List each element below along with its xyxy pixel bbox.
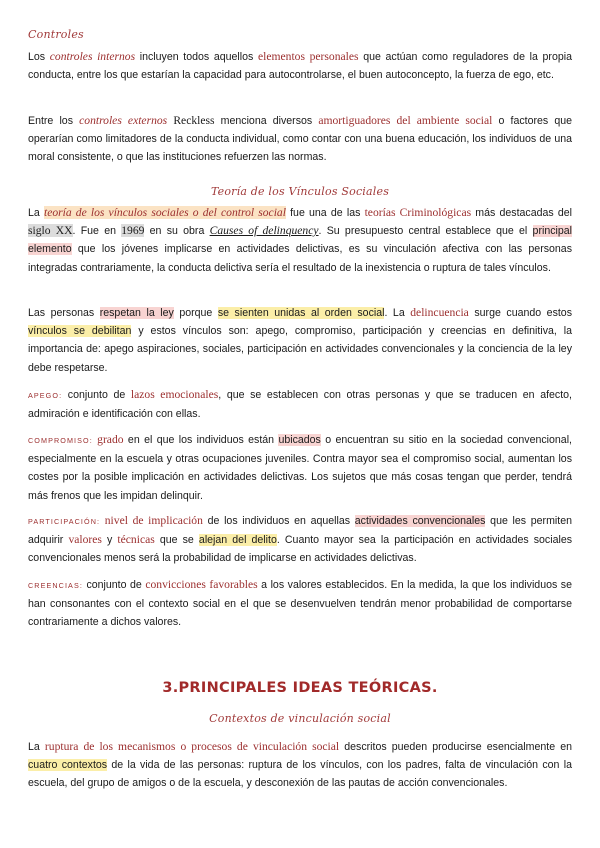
heading-contextos: Contextos de vinculación social — [209, 712, 391, 725]
text: . Fue en — [72, 225, 122, 238]
term-teoria-vinculos: teoría de los vínculos sociales o del control social — [43, 206, 286, 219]
term-siglo-xx: siglo XX — [28, 224, 73, 238]
text: surge cuando estos — [468, 307, 572, 319]
term-valores: valores — [68, 533, 102, 547]
text: que se — [154, 534, 199, 547]
text: . Cuanto mayor sea la participación en actividades sociales convencionales menos será la probabilidad de implicarse en actividades delictivas. — [28, 534, 573, 565]
term-controles-externos: controles externos — [79, 114, 168, 127]
highlight-respetan-ley: respetan la ley — [99, 307, 174, 319]
term-convicciones: convicciones favorables — [145, 578, 258, 591]
label-compromiso: COMPROMISO: — [28, 436, 93, 445]
paragraph-controles-internos — [28, 48, 572, 84]
text: fue una de las — [285, 207, 365, 219]
paragraph-controles-externos — [28, 112, 572, 167]
text: , que se establecen con otras personas y que se traducen en afecto, admiración e identificación con ellas. — [28, 389, 572, 421]
text: y estos vínculos son: apego, compromiso, participación y creencias en definitiva, la importancia de: apego aspiraciones, sociales, participación en actividades convencionales y la conciencia de la ley debe respetarse. — [28, 325, 572, 374]
text: Los — [28, 51, 50, 63]
text: menciona diversos — [214, 115, 319, 127]
text: a los valores establecidos. En la medida, la que los individuos se han consonantes con el contexto social en el que se desenvuelven tendrán menor probabilidad de comportarse contrariamente a dichos valores. — [28, 579, 572, 629]
text: más destacadas del — [471, 207, 572, 219]
text: . Su presupuesto central establece que el — [318, 225, 533, 238]
section-title-principales: 3.PRINCIPALES IDEAS TEÓRICAS. — [162, 680, 438, 696]
text: que actúan como reguladores de la propia conducta, entre los que estarían la capacidad para autocontrolarse, el buen autoconcepto, la fuerza de ego, etc. — [28, 51, 572, 82]
text: La — [28, 741, 45, 753]
text: . La — [384, 307, 411, 319]
highlight-principal-elemento: principal elemento — [28, 225, 572, 256]
label-creencias: CREENCIAS: — [28, 581, 83, 590]
text: de los individuos en aquellas — [202, 515, 355, 527]
paragraph-creencias — [28, 576, 572, 632]
highlight-ubicados: ubicados — [278, 434, 321, 446]
highlight-vinculos-debilitan: vínculos se debilitan — [28, 325, 132, 338]
text: que les permiten adquirir — [28, 515, 572, 547]
highlight-actividades-convencionales: actividades convencionales — [354, 515, 486, 527]
label-participacion: PARTICIPACIÓN: — [28, 517, 101, 526]
text: de la vida de las personas: ruptura de los vínculos, con los padres, falta de vinculación con la escuela, del grupo de amigos o de la escuela, y desconexión de las pautas de acción convencionales. — [28, 759, 572, 790]
highlight-alejan-delito: alejan del delito — [198, 534, 277, 547]
term-grado: grado — [92, 433, 124, 446]
text: incluyen todos aquellos — [135, 51, 258, 63]
term-delincuencia: delincuencia — [410, 306, 469, 319]
text: o factores que operarían como limitadores de la conducta individual, como contar con una buena educación, los individuos de una moral consistente, o que las instituciones refuerzen las normas. — [28, 115, 572, 164]
term-teorias-criminologicas: teorías Criminológicas — [364, 206, 472, 219]
text: descritos pueden producirse esencialmente en — [339, 741, 572, 753]
highlight-cuatro-contextos: cuatro contextos — [28, 759, 108, 772]
text: porque — [173, 307, 218, 319]
paragraph-apego — [28, 386, 572, 423]
text: y — [101, 534, 118, 547]
label-apego: APEGO: — [28, 391, 63, 400]
text: La — [28, 207, 44, 219]
book-title: Causes of delinquency — [209, 224, 319, 238]
heading-teoria-vinculos: Teoría de los Vínculos Sociales — [210, 185, 390, 198]
text: en su obra — [144, 225, 210, 238]
author-reckless: Reckless — [173, 114, 215, 127]
text: Entre los — [28, 115, 80, 127]
term-elementos-personales: elementos personales — [257, 50, 359, 63]
term-amortiguadores: amortiguadores del ambiente social — [318, 114, 493, 127]
term-nivel-implicacion: nivel de implicación — [100, 514, 203, 527]
text: conjunto de — [82, 579, 146, 591]
term-tecnicas: técnicas — [117, 533, 155, 547]
text: que los jóvenes implicarse en actividades delictivas, es su vinculación afectiva con las personas integradas contrariamente, la conducta delictiva sería el resultado de la inexistencia o ruptura de tales vínculos. — [28, 243, 572, 274]
text: en el que los individuos están — [123, 434, 279, 446]
heading-controles: Controles — [28, 28, 84, 41]
paragraph-personas — [28, 304, 572, 377]
paragraph-participacion — [28, 512, 572, 568]
term-controles-internos: controles internos — [49, 50, 136, 63]
text: conjunto de — [62, 389, 131, 401]
paragraph-contextos — [28, 738, 572, 793]
term-ruptura-mecanismos: ruptura de los mecanismos o procesos de vinculación social — [44, 740, 340, 753]
text: Las personas — [28, 307, 100, 319]
paragraph-compromiso — [28, 431, 572, 505]
highlight-unidas-orden: se sienten unidas al orden social — [217, 307, 385, 319]
text: o encuentran su sitio en la sociedad convencional, especialmente en la escuela y otras ocupaciones juveniles. Contra mayor sea el compromiso social, aumentan los costes por la posible implicación en actividades delictivas. Los sujetos que más cosas tengan que perder, tendrá más frenos que les impidan delinquir. — [28, 434, 572, 502]
term-lazos-emocionales: lazos emocionales — [130, 388, 219, 401]
term-1969: 1969 — [121, 224, 145, 238]
paragraph-teoria — [28, 204, 572, 277]
